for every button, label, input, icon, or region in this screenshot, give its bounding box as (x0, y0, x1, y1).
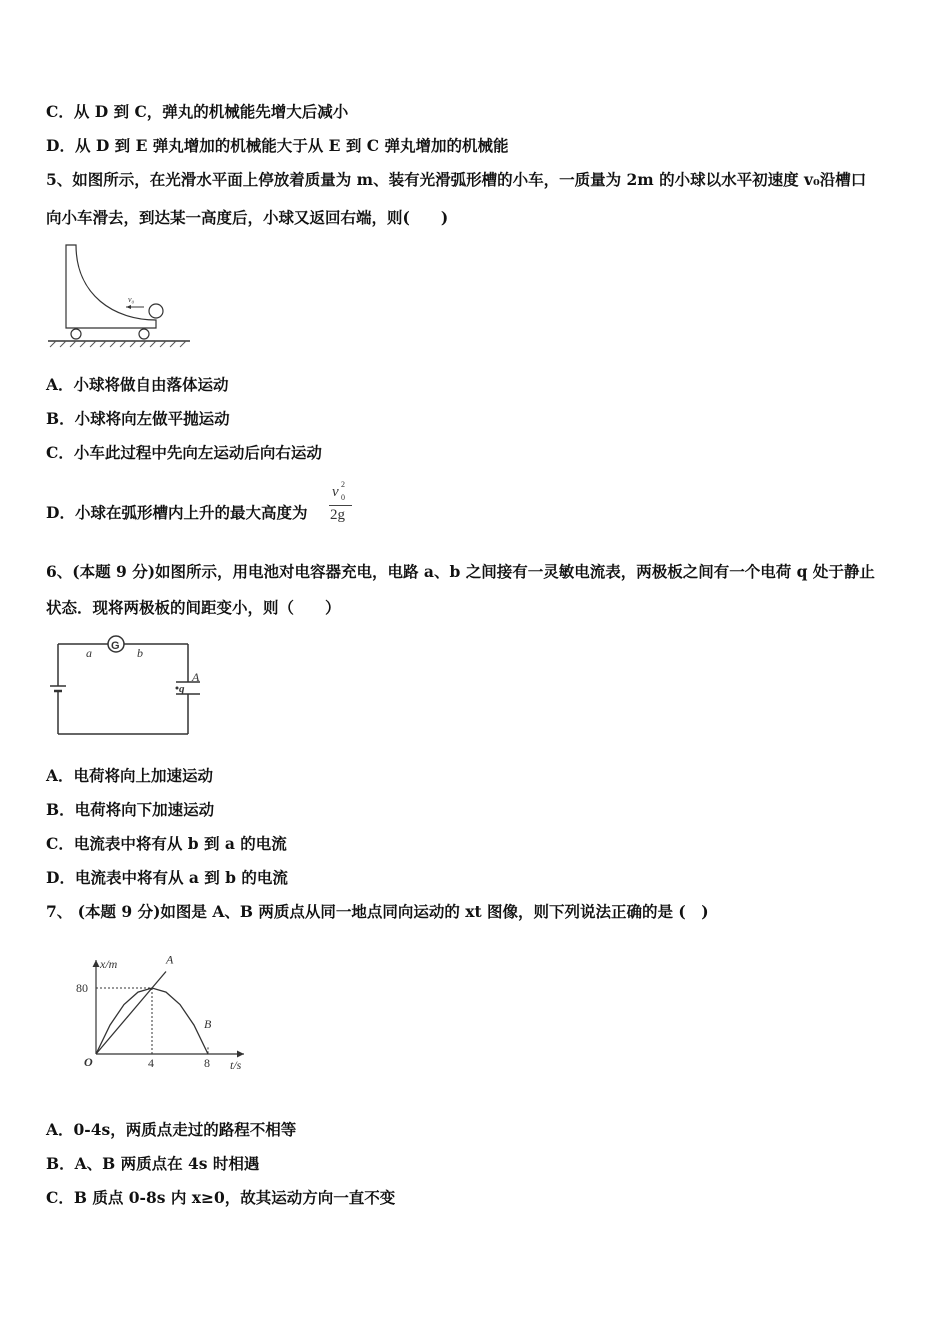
series-a-label: A (166, 952, 174, 967)
fraction-bar (329, 505, 352, 506)
q5-cart-figure (44, 240, 194, 348)
q6-stem-line2: 状态．现将两极板的间距变小，则（ ） (46, 598, 341, 617)
x-tick-label: 8 (204, 1056, 210, 1070)
origin-label: O (84, 1055, 93, 1069)
series-b-label: B (204, 1017, 212, 1031)
q5-option-a: A．小球将做自由落体运动 (46, 375, 229, 394)
plate-a-label: A (192, 670, 200, 684)
q6-stem-line1: 6、(本题 9 分)如图所示，用电池对电容器充电，电路 a、b 之间接有一灵敏电流表，两极板之间有一个电荷 q 处于静止 (46, 562, 875, 581)
q6-circuit-figure (44, 630, 208, 742)
q5-option-b: B．小球将向左做平抛运动 (46, 409, 230, 428)
q7-option-a: A．0-4s，两质点走过的路程不相等 (46, 1120, 297, 1139)
node-a-label: a (86, 646, 92, 660)
q5-stem-line1: 5、如图所示，在光滑水平面上停放着质量为 m、装有光滑弧形槽的小车，一质量为 2m 的小球以水平初速度 v₀沿槽口 (46, 170, 867, 189)
charge-q-label: q (179, 683, 185, 695)
series-a-line (96, 972, 166, 1055)
q6-option-b: B．电荷将向下加速运动 (46, 800, 215, 819)
node-b-label: b (137, 646, 143, 660)
x-axis-label: t/s (230, 1058, 242, 1072)
fraction-numerator: v (332, 484, 339, 500)
fraction-superscript: 2 (341, 480, 345, 489)
q5-option-d: D．小球在弧形槽内上升的最大高度为 (46, 503, 308, 522)
q5-stem-line2: 向小车滑去，到达某一高度后，小球又返回右端，则( ) (46, 208, 449, 227)
q4-option-c: C．从 D 到 C，弹丸的机械能先增大后减小 (46, 102, 349, 121)
q7-xt-chart (74, 952, 260, 1077)
q5-option-c: C．小车此过程中先向左运动后向右运动 (46, 443, 322, 462)
q6-option-a: A．电荷将向上加速运动 (46, 766, 214, 785)
y-axis-label: x/m (100, 957, 118, 971)
y-tick-label: 80 (76, 981, 88, 995)
fraction-subscript: 0 (341, 493, 345, 502)
q5-velocity-label: v₀ (128, 295, 135, 304)
x-tick-label: 4 (148, 1056, 154, 1070)
q6-option-c: C．电流表中将有从 b 到 a 的电流 (46, 834, 287, 853)
q7-stem: 7、 (本题 9 分)如图是 A、B 两质点从同一地点同向运动的 xt 图像，则下列说法正确的是 ( ) (46, 902, 709, 921)
q7-option-c: C．B 质点 0-8s 内 x≥0，故其运动方向一直不变 (46, 1188, 396, 1207)
q7-option-b: B．A、B 两质点在 4s 时相遇 (46, 1154, 260, 1173)
q6-option-d: D．电流表中将有从 a 到 b 的电流 (46, 868, 288, 887)
fraction-denominator: 2g (330, 507, 345, 523)
q4-option-d: D．从 D 到 E 弹丸增加的机械能大于从 E 到 C 弹丸增加的机械能 (46, 136, 509, 155)
galvanometer-label: G (111, 640, 120, 652)
